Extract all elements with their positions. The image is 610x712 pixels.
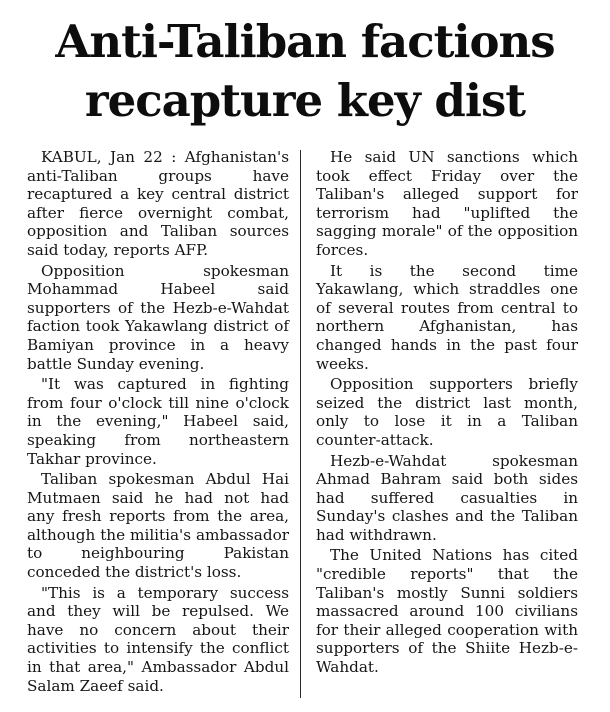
paragraph: Hezb-e-Wahdat spokesman Ahmad Bahram said both sides had suffered casualties in Sunday's clashes and the Taliban had withdrawn. <box>316 451 578 544</box>
paragraph: It is the second time Yakawlang, which straddles one of several routes from central to northern Afghanistan, has changed hands in the past four weeks. <box>316 261 578 373</box>
paragraph: Opposition supporters briefly seized the district last month, only to lose it in a Taliban counter-attack. <box>316 375 578 449</box>
column-divider <box>300 150 301 698</box>
paragraph: "This is a temporary success and they will be repulsed. We have no concern about their activities to intensify the conflict in that area," Ambassador Abdul Salam Zaeef said. <box>27 583 289 695</box>
article-column-right <box>316 148 578 679</box>
paragraph: "It was captured in fighting from four o'clock till nine o'clock in the evening," Habeel said, speaking from northeastern Takhar province. <box>27 375 289 468</box>
headline <box>0 12 610 130</box>
paragraph: KABUL, Jan 22 : Afghanistan's anti-Taliban groups have recaptured a key central district after fierce overnight combat, opposition and Taliban sources said today, reports AFP. <box>27 148 289 259</box>
paragraph: Opposition spokesman Mohammad Habeel said supporters of the Hezb-e-Wahdat faction took Yakawlang district of Bamiyan province in a heavy battle Sunday evening. <box>27 261 289 373</box>
paragraph: He said UN sanctions which took effect Friday over the Taliban's alleged support for terrorism had "uplifted the sagging morale" of the opposition forces. <box>316 148 578 259</box>
paragraph: Taliban spokesman Abdul Hai Mutmaen said he had not had any fresh reports from the area, although the militia's ambassador to neighbouring Pakistan conceded the district's loss. <box>27 470 289 582</box>
paragraph: The United Nations has cited "credible reports" that the Taliban's mostly Sunni soldiers massacred around 100 civilians for their alleged cooperation with supporters of the Shiite Hezb-e-Wahdat. <box>316 546 578 677</box>
headline-line-1: Anti-Taliban factions <box>55 15 555 68</box>
headline-line-2: recapture key dist <box>84 74 526 127</box>
article-column-left <box>27 148 289 697</box>
